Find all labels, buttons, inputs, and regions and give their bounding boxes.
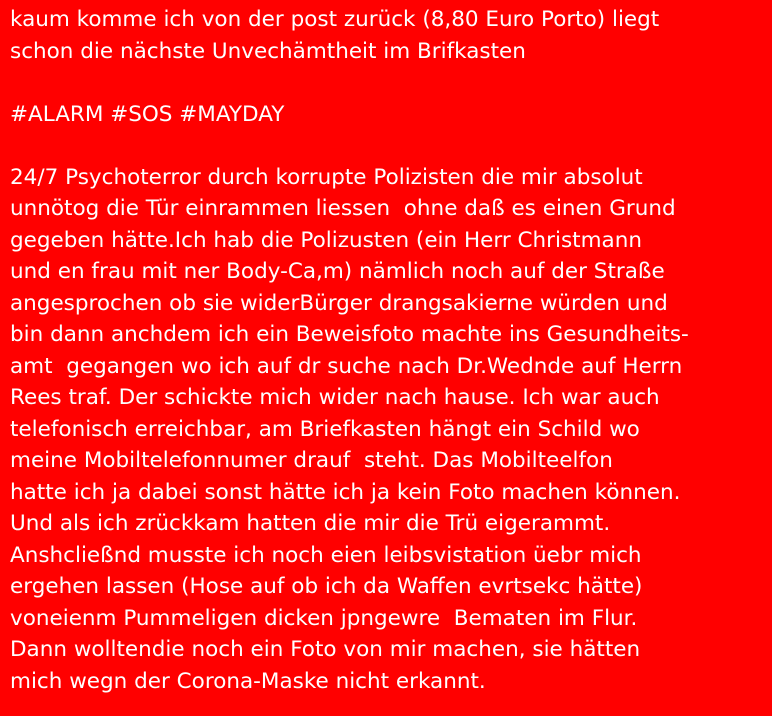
paragraph-spacer [10, 67, 766, 99]
text-line: kaum komme ich von der post zurück (8,80 Euro Porto) liegt [10, 7, 660, 32]
text-line: hatte ich ja dabei sonst hätte ich ja kein Foto machen können. [10, 479, 681, 505]
text-line: telefonisch erreichbar, am Briefkasten hängt ein Schild wo [10, 416, 640, 442]
text-line: amt gegangen wo ich auf dr suche nach Dr.Wednde auf Herrn [10, 353, 683, 379]
text-line: Rees traf. Der schickte mich wider nach hause. Ich war auch [10, 385, 660, 410]
text-line: unnötog die Tür einrammen liessen ohne daß es einen Grund [10, 196, 676, 221]
text-line: Und als ich zrückkam hatten die mir die Trü eigerammt. [10, 511, 611, 536]
text-line: 24/7 Psychoterror durch korrupte Polizisten die mir absolut [10, 164, 643, 190]
text-line: Dann wolltendie noch ein Foto von mir machen, sie hätten [10, 637, 641, 662]
text-line: Anshcließnd musste ich noch eien leibsvistation üebr mich [10, 542, 642, 568]
text-line: angesprochen ob sie widerBürger drangsakierne würden und [10, 290, 668, 316]
text-line: voneienm Pummeligen dicken jpngewre Bematen im Flur. [10, 605, 638, 631]
text-line: bin dann anchdem ich ein Beweisfoto machte ins Gesundheits- [10, 322, 689, 347]
paragraph-spacer [10, 130, 766, 162]
text-line: mich wegn der Corona-Maske nicht erkannt. [10, 668, 486, 694]
text-line: meine Mobiltelefonnumer drauf steht. Das Mobilteelfon [10, 448, 613, 473]
text-line: und en frau mit ner Body-Ca,m) nämlich noch auf der Straße [10, 259, 665, 284]
text-line: ergehen lassen (Hose auf ob ich da Waffen evrtsekc hätte) [10, 574, 643, 599]
hashtag-line: #ALARM #SOS #MAYDAY [10, 101, 285, 127]
text-line: schon die nächste Unvechämtheit im Brifkasten [10, 38, 526, 64]
text-line: gegeben hätte.Ich hab die Polizusten (ein Herr Christmann [10, 227, 642, 253]
